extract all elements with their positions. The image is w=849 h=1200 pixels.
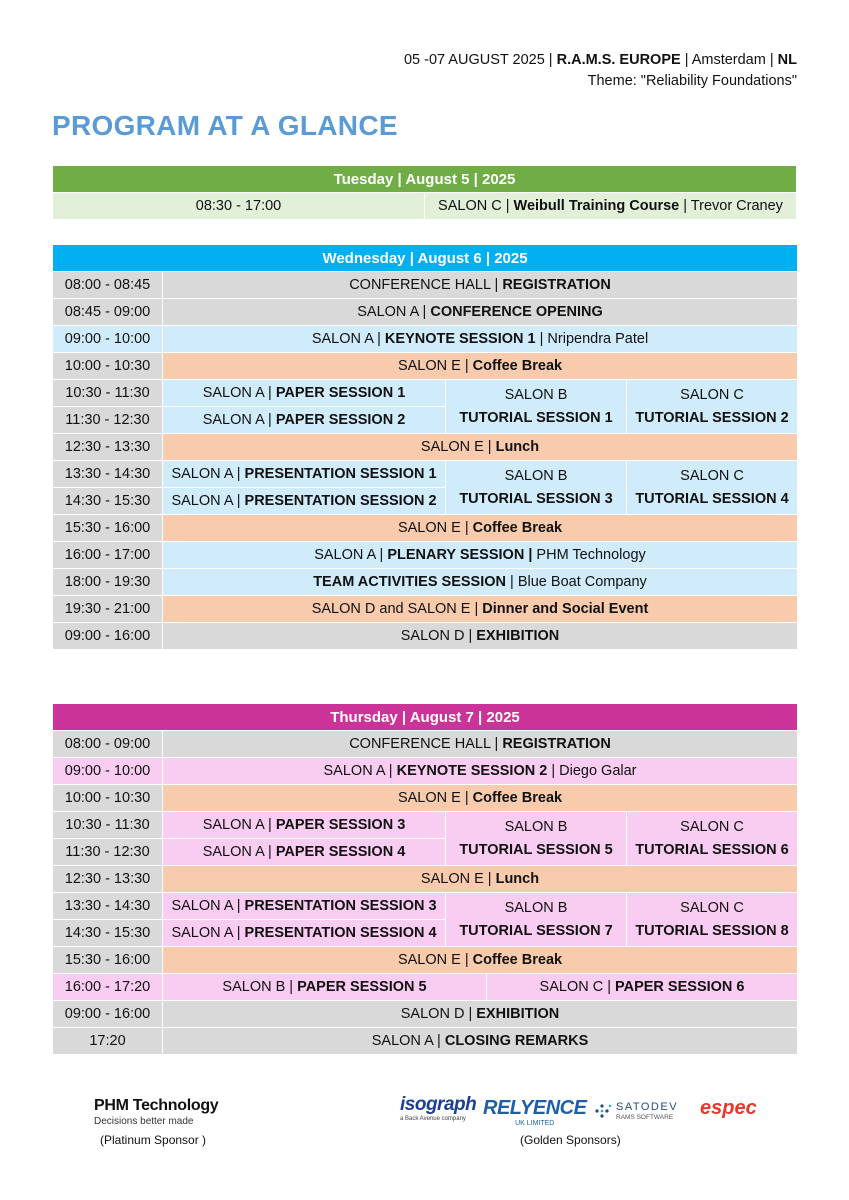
time-cell: 18:00 - 19:30 — [53, 569, 163, 596]
session-cell: SALON E | Coffee Break — [163, 785, 798, 812]
wednesday-table — [52, 244, 798, 650]
time-cell: 09:00 - 10:00 — [53, 326, 163, 353]
tuesday-table — [52, 165, 797, 220]
thursday-table — [52, 703, 798, 1055]
time-cell: 17:20 — [53, 1028, 163, 1055]
event-header — [404, 50, 797, 92]
golden-sponsors-label: (Golden Sponsors) — [520, 1133, 621, 1147]
tutorial-cell: SALON C TUTORIAL SESSION 2 — [627, 380, 798, 434]
session-cell: SALON D | EXHIBITION — [163, 623, 798, 650]
time-cell: 08:00 - 09:00 — [53, 731, 163, 758]
time-cell: 13:30 - 14:30 — [53, 893, 163, 920]
time-cell: 12:30 - 13:30 — [53, 434, 163, 461]
session-cell: SALON E | Coffee Break — [163, 353, 798, 380]
session-cell: SALON A | PRESENTATION SESSION 1 — [163, 461, 446, 488]
time-cell: 11:30 - 12:30 — [53, 839, 163, 866]
session-cell: SALON A | PRESENTATION SESSION 3 — [163, 893, 446, 920]
session-cell: TEAM ACTIVITIES SESSION | Blue Boat Company — [163, 569, 798, 596]
time-cell: 08:00 - 08:45 — [53, 272, 163, 299]
time-cell: 19:30 - 21:00 — [53, 596, 163, 623]
session-cell: SALON A | KEYNOTE SESSION 2 | Diego Galar — [163, 758, 798, 785]
time-cell: 16:00 - 17:20 — [53, 974, 163, 1001]
wednesday-header: Wednesday | August 6 | 2025 — [53, 245, 798, 272]
time-cell: 09:00 - 10:00 — [53, 758, 163, 785]
tutorial-cell: SALON B TUTORIAL SESSION 1 — [446, 380, 627, 434]
event-theme: Theme: "Reliability Foundations" — [587, 73, 797, 89]
session-cell: CONFERENCE HALL | REGISTRATION — [163, 272, 798, 299]
time-cell: 15:30 - 16:00 — [53, 947, 163, 974]
session-cell: SALON E | Lunch — [163, 434, 798, 461]
event-line: 05 -07 AUGUST 2025 | R.A.M.S. EUROPE | Amsterdam | NL — [403, 52, 797, 68]
thursday-header: Thursday | August 7 | 2025 — [53, 704, 798, 731]
time-cell: 15:30 - 16:00 — [53, 515, 163, 542]
session-cell: SALON E | Lunch — [163, 866, 798, 893]
session-cell: SALON A | PAPER SESSION 2 — [163, 407, 446, 434]
relyence-logo: RELYENCE UK LIMITED — [483, 1097, 587, 1127]
session-cell: SALON B | PAPER SESSION 5 — [163, 974, 487, 1001]
tutorial-cell: SALON B TUTORIAL SESSION 3 — [446, 461, 627, 515]
time-cell: 14:30 - 15:30 — [53, 920, 163, 947]
tutorial-cell: SALON B TUTORIAL SESSION 5 — [446, 812, 627, 866]
time-cell: 14:30 - 15:30 — [53, 488, 163, 515]
isograph-logo: isograph a Back Avenue company — [400, 1094, 477, 1122]
time-cell: 10:30 - 11:30 — [53, 380, 163, 407]
tutorial-cell: SALON C TUTORIAL SESSION 6 — [627, 812, 798, 866]
session-cell: SALON D | EXHIBITION — [163, 1001, 798, 1028]
tuesday-header: Tuesday | August 5 | 2025 — [53, 166, 797, 193]
session-cell: CONFERENCE HALL | REGISTRATION — [163, 731, 798, 758]
time-cell: 12:30 - 13:30 — [53, 866, 163, 893]
session-cell: SALON A | CONFERENCE OPENING — [163, 299, 798, 326]
session-cell: SALON A | PLENARY SESSION | PHM Technology — [163, 542, 798, 569]
time-cell: 10:00 - 10:30 — [53, 353, 163, 380]
time-cell: 13:30 - 14:30 — [53, 461, 163, 488]
satodev-mark-icon — [594, 1102, 612, 1120]
platinum-sponsor-label: (Platinum Sponsor ) — [100, 1133, 207, 1147]
time-cell: 08:30 - 17:00 — [53, 193, 425, 220]
time-cell: 10:30 - 11:30 — [53, 812, 163, 839]
session-cell: SALON E | Coffee Break — [163, 947, 798, 974]
time-cell: 11:30 - 12:30 — [53, 407, 163, 434]
time-cell: 08:45 - 09:00 — [53, 299, 163, 326]
tutorial-cell: SALON C TUTORIAL SESSION 4 — [627, 461, 798, 515]
session-cell: SALON C | PAPER SESSION 6 — [487, 974, 798, 1001]
session-cell: SALON A | PRESENTATION SESSION 2 — [163, 488, 446, 515]
time-cell: 10:00 - 10:30 — [53, 785, 163, 812]
session-cell: SALON D and SALON E | Dinner and Social Event — [163, 596, 798, 623]
page-title: PROGRAM AT A GLANCE — [52, 110, 398, 141]
session-cell: SALON A | PAPER SESSION 3 — [163, 812, 446, 839]
session-cell: SALON A | PAPER SESSION 4 — [163, 839, 446, 866]
time-cell: 16:00 - 17:00 — [53, 542, 163, 569]
session-cell: SALON A | KEYNOTE SESSION 1 | Nripendra Patel — [163, 326, 798, 353]
session-cell: SALON A | CLOSING REMARKS — [163, 1028, 798, 1055]
tutorial-cell: SALON B TUTORIAL SESSION 7 — [446, 893, 627, 947]
session-cell: SALON A | PAPER SESSION 1 — [163, 380, 446, 407]
time-cell: 09:00 - 16:00 — [53, 1001, 163, 1028]
tutorial-cell: SALON C TUTORIAL SESSION 8 — [627, 893, 798, 947]
session-cell: SALON E | Coffee Break — [163, 515, 798, 542]
espec-logo: espec — [700, 1097, 757, 1119]
phm-technology-logo: PHM Technology Decisions better made — [94, 1097, 219, 1127]
session-cell: SALON A | PRESENTATION SESSION 4 — [163, 920, 446, 947]
session-cell: SALON C | Weibull Training Course | Trevor Craney — [425, 193, 797, 220]
time-cell: 09:00 - 16:00 — [53, 623, 163, 650]
